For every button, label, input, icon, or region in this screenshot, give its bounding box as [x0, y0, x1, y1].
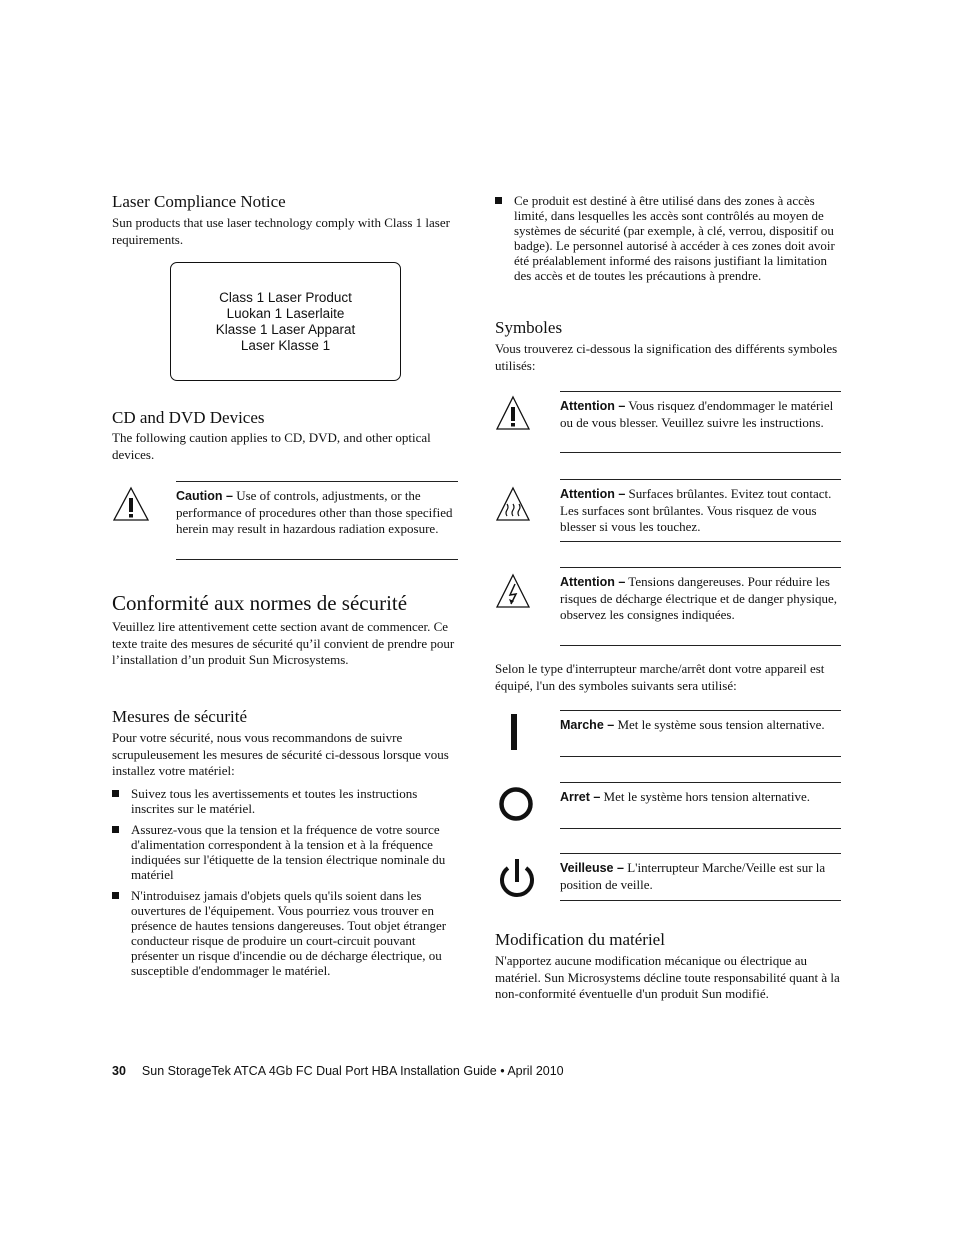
page-number: 30 — [112, 1064, 126, 1078]
conformite-heading: Conformité aux normes de sécurité — [112, 591, 408, 615]
power-on-icon — [495, 712, 535, 752]
conformite-body: Veuillez lire attentivement cette section avant de commencer. Ce texte traite des mesures de sécurité qu’il convient de prendre pour l’installation d’un produit Sun Microsystems. — [112, 619, 455, 667]
symboles-heading: Symboles — [495, 318, 563, 337]
warning-icon — [112, 485, 150, 523]
attention-note: Attention – Vous risquez d'endommager le matériel ou de vous blesser. Veuillez suivre les instructions. — [560, 391, 841, 453]
laser-heading: Laser Compliance Notice — [112, 192, 286, 211]
laser-line: Class 1 Laser Product — [219, 289, 352, 305]
footer-title: Sun StorageTek ATCA 4Gb FC Dual Port HBA Installation Guide • April 2010 — [141, 1064, 564, 1078]
attention-hot-note: Attention – Surfaces brûlantes. Evitez tout contact. Les surfaces sont brûlantes. Vous risquez de vous blesser si vous les touchez. — [560, 479, 841, 542]
laser-label-box — [170, 262, 401, 381]
laser-body: Sun products that use laser technology comply with Class 1 laser requirements. — [112, 215, 450, 247]
warning-icon — [495, 394, 531, 432]
laser-line: Luokan 1 Laserlaite — [226, 305, 345, 321]
mesures-body: Pour votre sécurité, nous vous recommandons de suivre scrupuleusement les mesures de sécurité ci-dessous lorsque vous installez votre matériel: — [112, 730, 449, 778]
high-voltage-icon — [495, 572, 531, 610]
list-item: Assurez-vous que la tension et la fréquence de votre source d'alimentation correspondent à la tension et à la fréquence indiquées sur l'étiquette de la tension électrique nominale du matériel — [112, 822, 458, 882]
hot-surface-icon — [495, 485, 531, 523]
symboles-body: Vous trouverez ci-dessous la signification des différents symboles utilisés: — [495, 341, 838, 373]
modification-heading: Modification du matériel — [495, 930, 665, 949]
caution-text: Caution – Use of controls, adjustments, or the performance of procedures other than those specified herein may result in hazardous radiation exposure. — [176, 488, 453, 536]
caution-note — [176, 481, 458, 560]
laser-line: Klasse 1 Laser Apparat — [215, 321, 356, 337]
list-item: Ce produit est destiné à être utilisé dans des zones à accès limité, dans lesquelles les accès sont contrôlés au moyen de systèmes de sécurité (par exemple, à clé, verrou, dispositif ou badge). Le personnel autorisé à accéder à ces zones doit avoir été préalablement informé des raisons justifiant la limitation des accès et de toutes les précautions à prendre. — [495, 193, 841, 283]
access-list — [495, 193, 841, 289]
modification-body: N'apportez aucune modification mécanique ou électrique au matériel. Sun Microsystems décline toute responsabilité quant à la non-conformité éventuelle d'un produit Sun modifié. — [495, 953, 840, 1001]
marche-note: Marche – Met le système sous tension alternative. — [560, 710, 841, 757]
veilleuse-note: Veilleuse – L'interrupteur Marche/Veille est sur la position de veille. — [560, 853, 841, 901]
mesures-list — [112, 786, 458, 984]
list-item: Suivez tous les avertissements et toutes les instructions inscrites sur le matériel. — [112, 786, 458, 816]
standby-icon — [495, 856, 539, 904]
cd-body: The following caution applies to CD, DVD, and other optical devices. — [112, 430, 431, 462]
power-off-icon — [495, 784, 535, 824]
switch-intro: Selon le type d'interrupteur marche/arrêt dont votre appareil est équipé, l'un des symboles suivants sera utilisé: — [495, 661, 825, 693]
mesures-heading: Mesures de sécurité — [112, 707, 248, 726]
attention-voltage-note: Attention – Tensions dangereuses. Pour réduire les risques de décharge électrique et de danger physique, observez les consignes indiquées. — [560, 567, 841, 646]
caution-label: Caution – — [176, 489, 233, 503]
list-item: N'introduisez jamais d'objets quels qu'ils soient dans les ouvertures de l'équipement. Vous pourriez vous trouver en présence de hautes tensions dangereuses. Tout objet étranger conducteur risque de produire un court-circuit pouvant présenter un risque d'incendie ou de décharge électrique, ou susceptible d'endommager le matériel. — [112, 888, 458, 978]
cd-heading: CD and DVD Devices — [112, 408, 265, 427]
arret-note: Arret – Met le système hors tension alternative. — [560, 782, 841, 829]
laser-line: Laser Klasse 1 — [240, 337, 331, 353]
page-footer — [112, 1064, 564, 1078]
